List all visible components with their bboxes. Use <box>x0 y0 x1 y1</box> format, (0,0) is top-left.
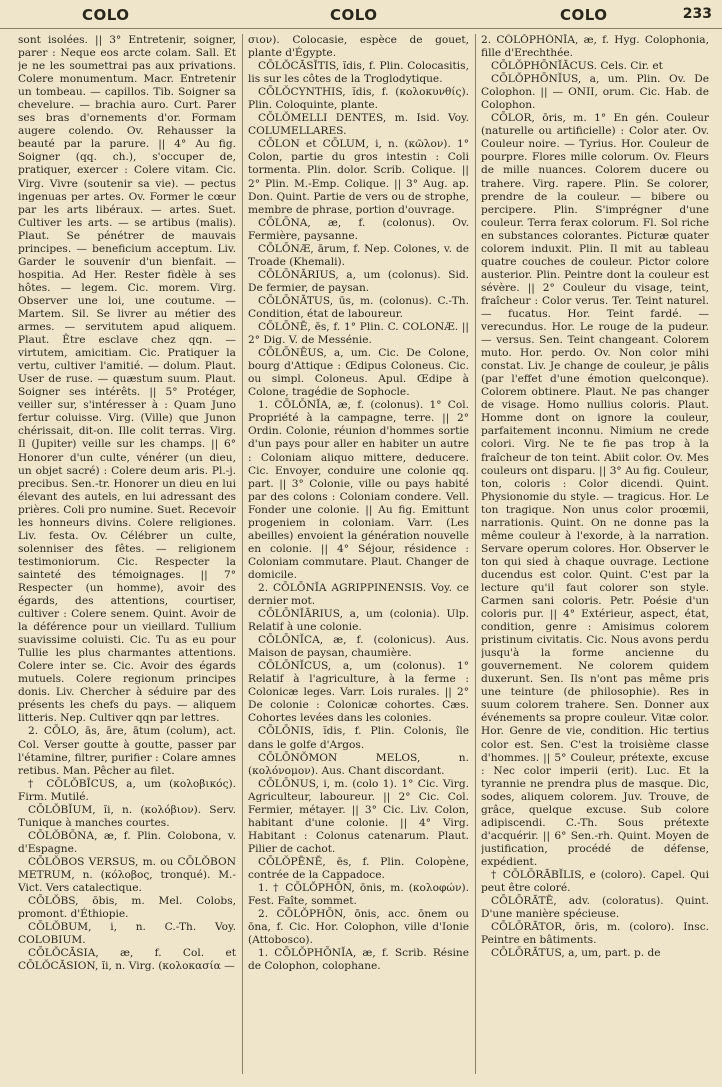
page-number: 233 <box>682 6 712 22</box>
dictionary-entry: 1. CŌLŎPHŌNĬA, æ, f. Scrib. Résine de Colophon, colophane. <box>248 947 469 973</box>
dictionary-entry: CŌLŌNĒUS, a, um. Cic. De Colone, bourg d'Attique : Œdipus Coloneus. Cic. ou simpl. Coloneus. Apul. Œdipe à Colone, tragédie de Sophocle. <box>248 347 469 399</box>
dictionary-entry: 1. † CŌLŎPHŌN, ōnis, m. (κολοφών). Fest. Faîte, sommet. <box>248 882 469 908</box>
dictionary-entry: CŌLON et CŌLUM, i, n. (κῶλον). 1° Colon, partie du gros intestin : Coli tormenta. Plin. dolor. Scrib. Colique. || 2° Plin. M.-Emp. Colique. || 3° Aug. ap. Don. Quint. Partie de vers ou de strophe, membre de phrase, portion d'ouvrage. <box>248 138 469 216</box>
running-header <box>0 4 722 29</box>
column-middle <box>248 34 469 973</box>
dictionary-entry: CŌLŎPĒNĒ, ēs, f. Plin. Colopène, contrée de la Cappadoce. <box>248 855 469 881</box>
dictionary-entry: CŌLŎMELLI DENTES, m. Isid. Voy. COLUMELLARES. <box>248 112 469 138</box>
dictionary-entry: 2. CŌLŌNĬA AGRIPPINENSIS. Voy. ce dernier mot. <box>248 581 469 608</box>
dictionary-entry: CŌLŌRĀTUS, a, um, part. p. de <box>491 947 661 960</box>
dictionary-entry: CŌLOR, ōris, m. 1° En gén. Couleur (naturelle ou artificielle) : Color ater. Ov. Couleur noire. — Tyrius. Hor. Couleur de pourpre. Flores mille colorum. Ov. Fleurs de mille nuances. Colorem ducere ou trahere. Virg. rapere. Plin. Se colorer, prendre de la couleur. — bibere ou percipere. Plin. S'imprégner d'une couleur. Terra ferax colorum. Fl. Sol riche en substances colorantes. Picturæ quater colorem induxit. Plin. Il mit au tableau quatre couches de couleur. Pictor colore austerior. Plin. Peintre dont la couleur est sévère. || 2° Couleur du visage, teint, fraîcheur : Color verus. Ter. Teint naturel. — fucatus. Hor. Teint fardé. — verecundus. Hor. Le rouge de la pudeur. — versus. Sen. Teint changeant. Colorem muto. Hor. perdo. Ov. Non color mihi constat. Liv. Je change de couleur, je pâlis (par l'effet d'une émotion quelconque). Colorem obtinere. Plaut. Ne pas changer de visage. Homo nullius coloris. Plaut. Homme dont on ignore la couleur, parfaitement inconnu. Nimium ne crede colori. Virg. Ne te fie pas trop à la fraîcheur de ton teint. Abiit color. Ov. Mes couleurs ont disparu. || 3° Au fig. Couleur, ton, coloris : Color dicendi. Quint. Physionomie du style. — tragicus. Hor. Le ton tragique. Non unus color proœmii, narrationis. Quint. On ne donne pas la même couleur à l'exorde, à la narration. Servare operum colores. Hor. Observer le ton qui sied à chaque ouvrage. Lectione ducendus est color. Quint. C'est par la lecture qu'il faut colorer son style. Carmen sani coloris. Petr. Poésie d'un coloris pur. || 4° Extérieur, aspect, état, condition, genre : Amisimus colorem pristinum civitatis. Cic. Nous avons perdu jusqu'à la forme ancienne du gouvernement. Ne colorem quidem duxerunt. Sen. Ils n'ont pas même pris une teinture (de philosophie). Res in suum colorem trahere. Sen. Donner aux événements sa propre couleur. Vitæ color. Hor. Genre de vie, condition. Hic tertius color est. Sen. C'est la troisième classe d'hommes. || 5° Couleur, prétexte, excuse : Nec color imperii (erit). Luc. Et la tyrannie ne prendra plus de masque. Dic, sodes, aliquem colorem. Juv. Trouve, de grâce, quelque excuse. Sub colore adipiscendi. C.-Th. Sous prétexte d'acquérir. || 6° Sen.-rh. Quint. Moyen de justification, procédé de défense, expédient. <box>481 112 709 868</box>
dictionary-entry: CŌLŎPHŌNĬĀCUS. Cels. Cir. et <box>491 60 663 73</box>
dictionary-entry: 2. CŌLŎPHŌN, ōnis, acc. ōnem ou ōna, f. Cic. Hor. Colophon, ville d'Ionie (Attobosco). <box>248 908 469 947</box>
dictionary-entry: CŌLŌNUS, i, m. (colo 1). 1° Cic. Virg. Agriculteur, laboureur. || 2° Cic. Col. Fermier, métayer. || 3° Cic. Liv. Colon, habitant d'une colonie. || 4° Virg. Habitant : Colonus catenarum. Plaut. Pilier de cachot. <box>248 777 469 855</box>
dictionary-entry: † CŌLŌRĀBĬLIS, e (coloro). Capel. Qui peut être coloré. <box>481 869 709 895</box>
dictionary-entry: CŌLŎBOS VERSUS, m. ou CŌLŎBON METRUM, n. (κόλοβος, tronqué). M.-Vict. Vers catalectique. <box>18 855 236 895</box>
dictionary-entry: CŌLŌNĒ, ēs, f. 1° Plin. C. COLONÆ. || 2° Dig. V. de Messénie. <box>248 321 469 347</box>
middle-guide-word: COLO <box>330 6 378 24</box>
dictionary-entry: CŌLŌNĬCA, æ, f. (colonicus). Aus. Maison de paysan, chaumière. <box>248 634 469 660</box>
dictionary-entry: σιον). Colocasie, espèce de gouet, plante d'Égypte. <box>248 34 469 60</box>
dictionary-entry: CŌLŌNĀTUS, ūs, m. (colonus). C.-Th. Condition, état de laboureur. <box>248 294 469 320</box>
dictionary-entry: CŌLŌRĀTOR, ōris, m. (coloro). Insc. Peintre en bâtiments. <box>481 921 709 947</box>
dictionary-entry: CŌLŎPHŌNĬUS, a, um. Plin. Ov. De Colophon. || — ONII, orum. Cic. Hab. de Colophon. <box>481 73 709 112</box>
dictionary-entry: CŌLŌNŎMON MELOS, n. (κολόνομον). Aus. Chant discordant. <box>248 751 469 777</box>
dictionary-entry: CŌLŎCĀSIA, æ, f. Col. et CŌLŎCĀSION, ĭi, n. Virg. (κολοκασία — <box>18 947 236 973</box>
dictionary-entry: sont isolées. || 3° Entretenir, soigner, parer : Neque eos arcte colam. Sall. Et je ne les soumettrai pas aux privations. Colere monumentum. Macr. Entretenir un tombeau. — capillos. Tib. Soigner sa chevelure. — brachia auro. Curt. Parer ses bras d'ornements d'or. Formam augere colendo. Ov. Rehausser la beauté par la parure. || 4° Au fig. Soigner (qq. ch.), s'occuper de, pratiquer, exercer : Colere vitam. Cic. Virg. Vivre (soutenir sa vie). — pectus ingenuas per artes. Ov. Former le cœur par les arts libéraux. — artes. Suet. Cultiver les arts. — se artibus (malis). Plaut. Se pénétrer de mauvais principes. — beneficium acceptum. Liv. Garder le souvenir d'un bienfait. — hospitia. Ad Her. Rester fidèle à ses hôtes. — legem. Cic. morem. Virg. Observer une loi, une coutume. — Martem. Sil. Se livrer au métier des armes. — servitutem apud aliquem. Plaut. Être esclave chez qqn. — virtutem, amicitiam. Cic. Pratiquer la vertu, cultiver l'amitié. — dolum. Plaut. User de ruse. — quæstum suum. Plaut. Soigner ses intérêts. || 5° Protéger, veiller sur, s'intéresser à : Quam Juno fertur coluisse. Virg. (Ville) que Junon chérissait, dit-on. Ille colit terras. Virg. Il (Jupiter) veille sur les champs. || 6° Honorer d'un culte, vénérer (un dieu, un objet sacré) : Colere deum aris. Pl.-j. precibus. Sen.-tr. Honorer un dieu en lui élevant des autels, en lui adressant des prières. Coli pro numine. Suet. Recevoir les honneurs divins. Colere religiones. Liv. festa. Ov. Célébrer un culte, solenniser des fêtes. — religionem testimoniorum. Cic. Respecter la sainteté des témoignages. || 7° Respecter (un homme), avoir des égards, des attentions, courtiser, cultiver : Colere senem. Quint. Avoir de la déférence pour un vieillard. Tullium suavissime coluisti. Cic. Tu as eu pour Tullie les plus charmantes attentions. Colere inter se. Cic. Avoir des égards mutuels. Colere regionum principes donis. Liv. Chercher à séduire par des présents les chefs du pays. — aliquem litteris. Nep. Cultiver qqn par lettres. <box>18 34 236 725</box>
dictionary-entry: CŌLŌNA, æ, f. (colonus). Ov. Fermière, paysanne. <box>248 216 469 242</box>
dictionary-entry: CŌLŎBĬUM, ĭi, n. (κολόβιον). Serv. Tunique à manches courtes. <box>18 803 236 829</box>
column-divider <box>475 34 476 1074</box>
dictionary-entry: CŌLŎCĀSĬTIS, ĭdis, f. Plin. Colocasitis, lis sur les côtes de la Troglodytique. <box>248 60 469 86</box>
column-right <box>481 34 709 960</box>
column-left <box>18 34 236 973</box>
dictionary-entry: CŌLŌRĀTĒ, adv. (coloratus). Quint. D'une manière spécieuse. <box>481 895 709 921</box>
dictionary-entry: CŌLŎBUM, i, n. C.-Th. Voy. COLOBIUM. <box>18 921 236 947</box>
column-divider <box>242 34 243 1074</box>
dictionary-entry: 1. CŌLŌNĬA, æ, f. (colonus). 1° Col. Propriété à la campagne, terre. || 2° Ordin. Colonie, réunion d'hommes sortie d'un pays pour aller en habiter un autre : Coloniam aliquo mittere, deducere. Cic. Envoyer, conduire une colonie qq. part. || 3° Colonie, ville ou pays habité par des colons : Coloniam condere. Vell. Fonder une colonie. || Au fig. Emittunt progeniem in coloniam. Varr. (Les abeilles) envoient la génération nouvelle en colonie. || 4° Séjour, résidence : Coloniam commutare. Plaut. Changer de domicile. <box>248 399 469 581</box>
dictionary-entry: † CŌLŎBĪCUS, a, um (κολοβικός). Firm. Mutilé. <box>18 777 236 803</box>
dictionary-entry: CŌLŎBŌNA, æ, f. Plin. Colobona, v. d'Espagne. <box>18 829 236 855</box>
dictionary-entry: 2. CŌLO, ās, āre, ātum (colum), act. Col. Verser goutte à goutte, passer par l'étamine, filtrer, purifier : Colare amnes retibus. Man. Pêcher au filet. <box>18 725 236 777</box>
dictionary-entry: CŌLŎCYNTHIS, ĭdis, f. (κολοκυνθίς). Plin. Coloquinte, plante. <box>248 86 469 112</box>
dictionary-entry: CŌLŌNĬCUS, a, um (colonus). 1° Relatif à l'agriculture, à la ferme : Colonicæ leges. Varr. Lois rurales. || 2° De colonie : Colonicæ cohortes. Cæs. Cohortes levées dans les colonies. <box>248 660 469 725</box>
dictionary-entry: CŌLŌNĀRIUS, a, um (colonus). Sid. De fermier, de paysan. <box>248 268 469 294</box>
dictionary-entry: 2. CŌLŎPHŌNĬA, æ, f. Hyg. Colophonia, fille d'Erechthée. <box>481 34 709 60</box>
dictionary-entry: CŌLŎBS, ōbis, m. Mel. Colobs, promont. d'Éthiopie. <box>18 895 236 921</box>
dictionary-entry: CŌLŌNIS, ĭdis, f. Plin. Colonis, île dans le golfe d'Argos. <box>248 725 469 751</box>
dictionary-entry: CŌLŌNĬĀRIUS, a, um (colonia). Ulp. Relatif à une colonie. <box>248 608 469 634</box>
right-guide-word: COLO <box>560 6 608 24</box>
left-guide-word: COLO <box>82 6 130 24</box>
dictionary-entry: CŌLŌNÆ, ārum, f. Nep. Colones, v. de Troade (Khemali). <box>248 242 469 268</box>
